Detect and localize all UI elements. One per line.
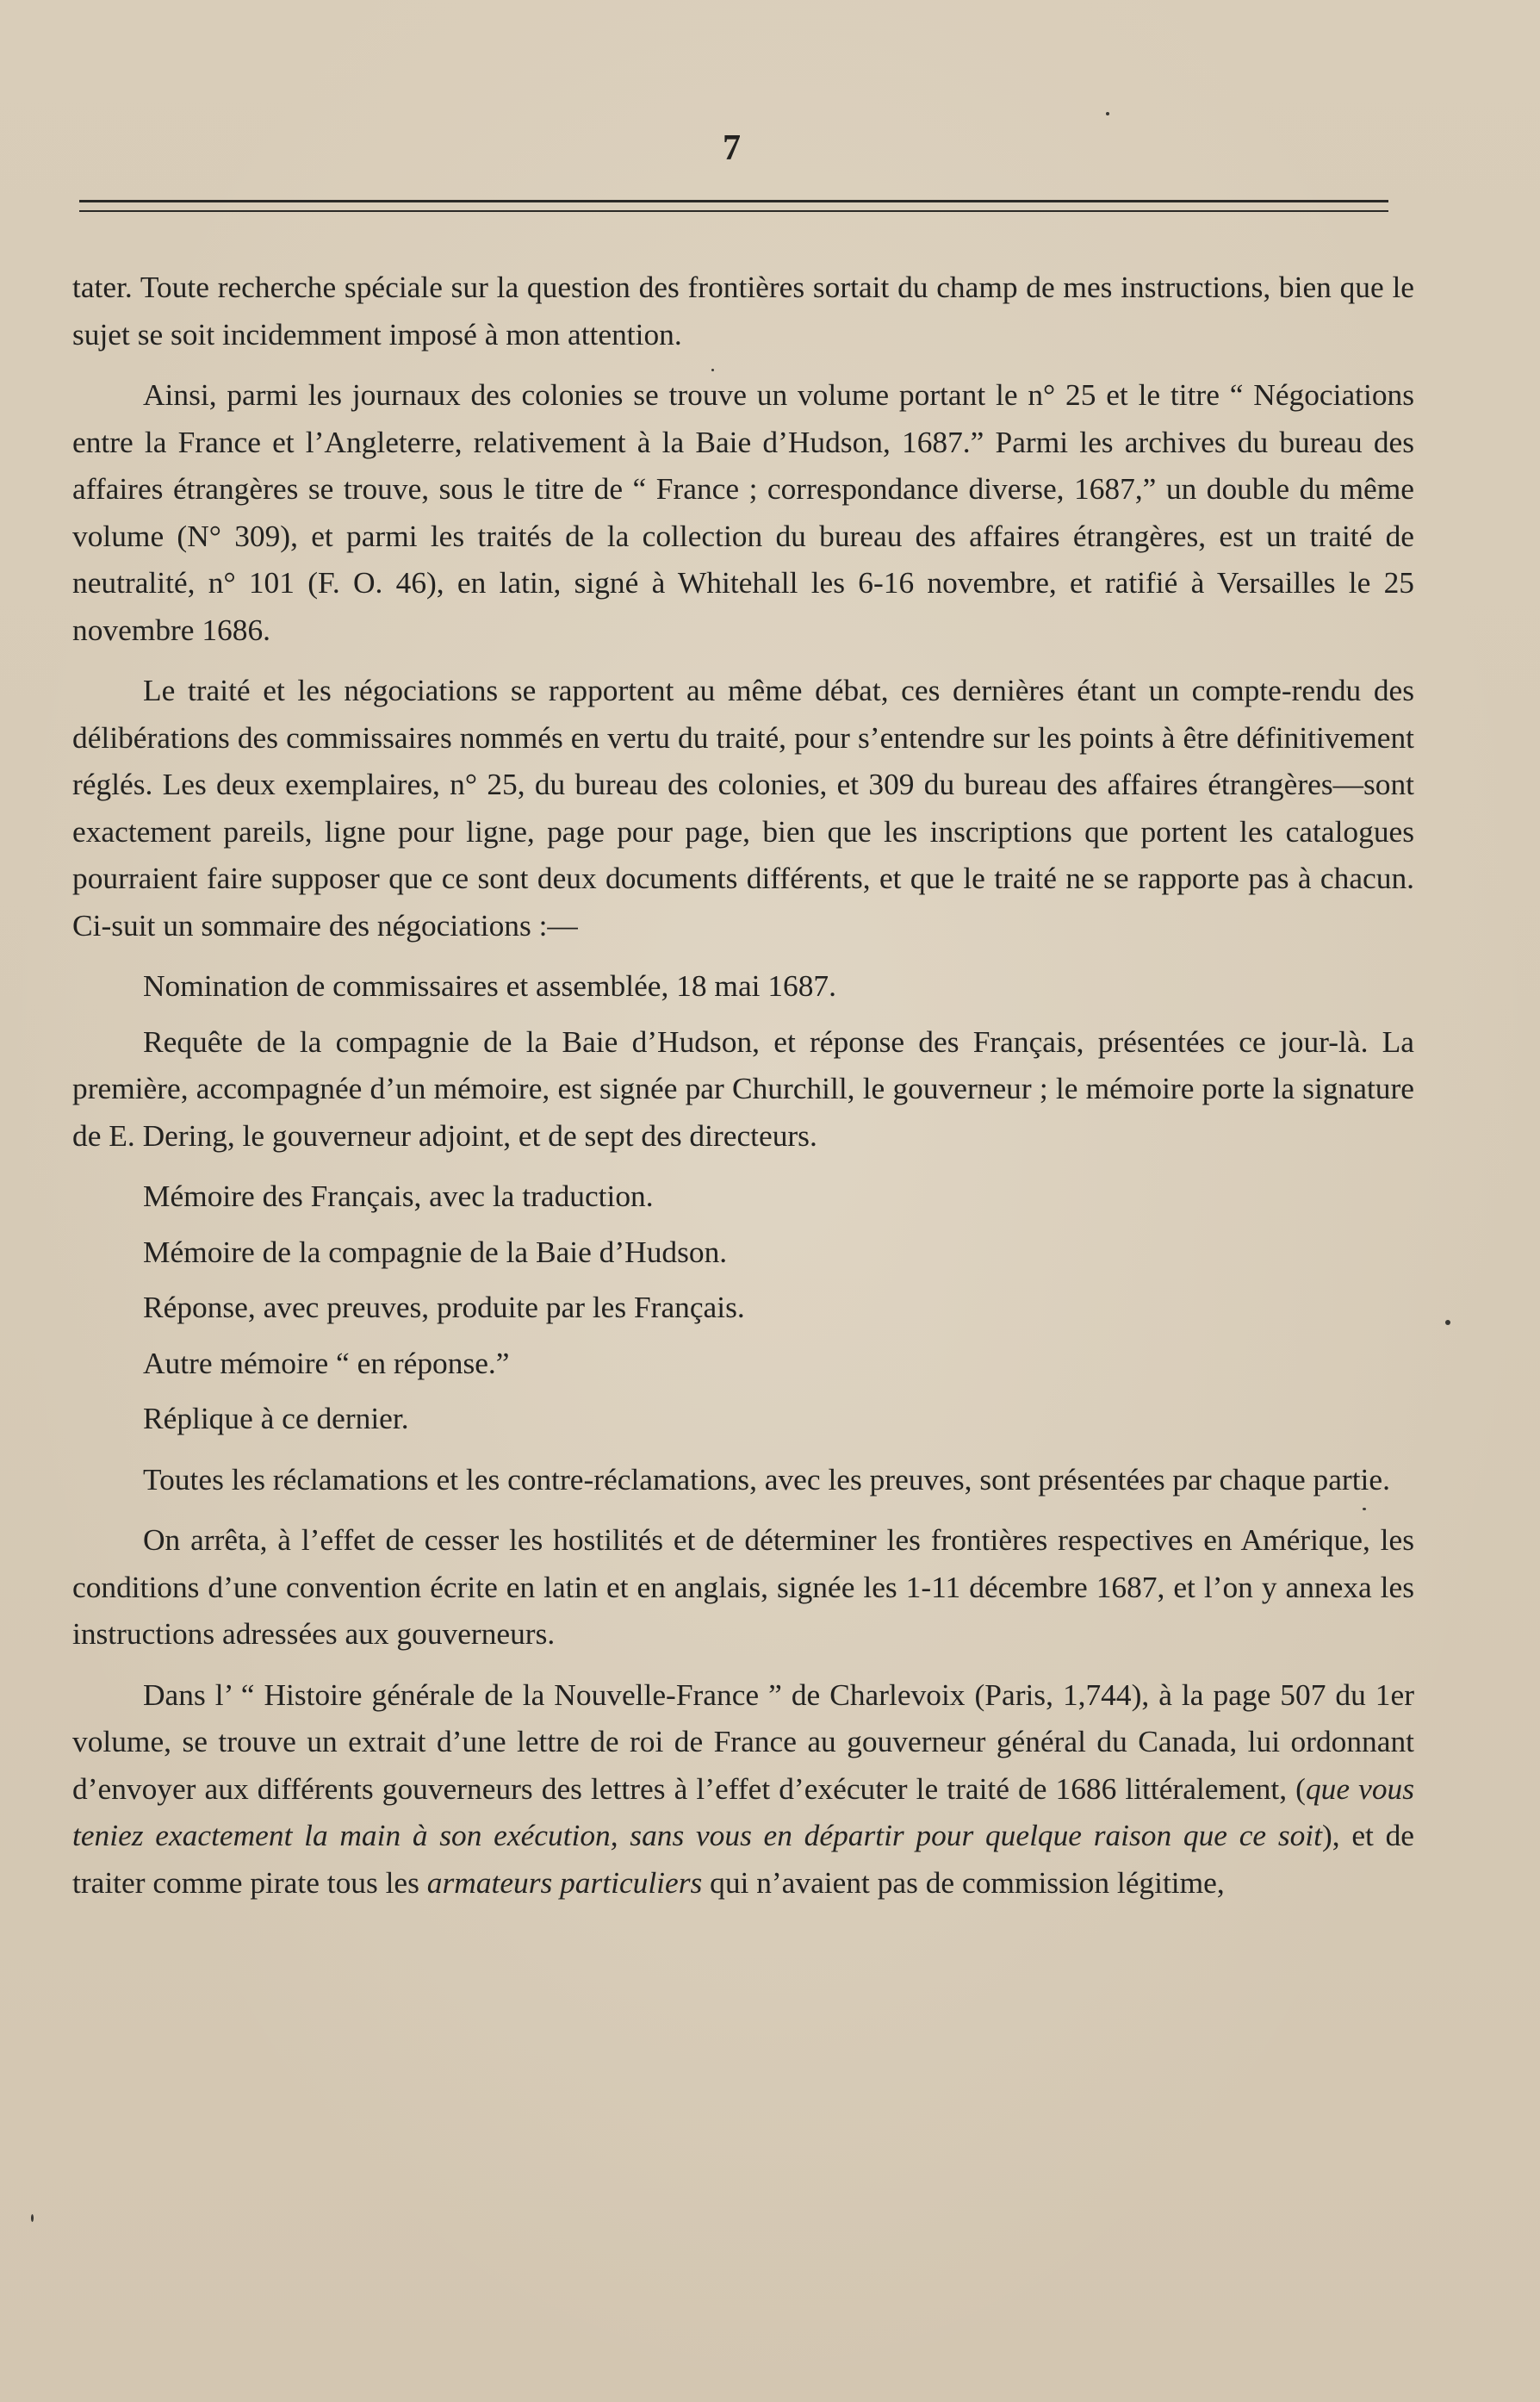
paragraph-convention: On arrêta, à l’effet de cesser les hostilités et de déterminer les frontières respectives en Amérique, les conditions d’une convention écrite en latin et en anglais, signée les 1-11 décembre 1687, et l’on y annexa les instructions adressées aux gouverneurs.	[72, 1522, 1414, 1651]
header-rule-bottom	[79, 210, 1388, 212]
list-item-memoire-francais: Mémoire des Français, avec la traduction.	[143, 1179, 654, 1213]
ink-speck	[1363, 1508, 1366, 1510]
ink-speck	[1445, 1320, 1450, 1325]
charlevoix-italic-armateurs: armateurs particuliers	[426, 1864, 703, 1900]
list-item-autre-memoire: Autre mémoire “ en réponse.”	[143, 1345, 510, 1380]
body-text	[72, 264, 1414, 1920]
charlevoix-text-middle: ), et de traiter comme pirate tous les	[72, 1818, 1414, 1900]
charlevoix-text-before: Dans l’ “ Histoire générale de la Nouvelle-France ” de Charlevoix (Paris, 1,744), à la page 507 du 1er volume, se trouve un extrait d’une lettre de roi de France au gouverneur général du Canada, lui ordonnant d’envoyer aux différents gouverneurs des lettres à l’effet d’exécuter le traité de 1686 littéralement, (	[72, 1677, 1414, 1806]
list-item-memoire-compagnie: Mémoire de la compagnie de la Baie d’Hudson.	[143, 1234, 728, 1269]
ink-speck	[1106, 112, 1109, 115]
paragraph-1: tater. Toute recherche spéciale sur la question des frontières sortait du champ de mes instructions, bien que le sujet se soit incidemment imposé à mon attention.	[72, 270, 1414, 352]
paragraph-2: Ainsi, parmi les journaux des colonies se trouve un volume portant le n° 25 et le titre “ Négociations entre la France et l’Angleterre, relativement à la Baie d’Hudson, 1687.” Parmi les archives du bureau des affaires étrangères se trouve, sous le titre de “ France ; correspondance diverse, 1687,” un double du même volume (N° 309), et parmi les traités de la collection du bureau des affaires étrangères, est un traité de neutralité, n° 101 (F. O. 46), en latin, signé à Whitehall les 6-16 novembre, et ratifié à Versailles le 25 novembre 1686.	[72, 377, 1414, 647]
page-number: 7	[723, 128, 742, 168]
charlevoix-italic-quote: que vous teniez exactement la main à son exécution, sans vous en départir pour quelque raison que ce soit	[72, 1770, 1414, 1852]
ink-speck	[31, 2214, 34, 2222]
paragraph-charlevoix	[72, 1671, 1414, 1907]
charlevoix-text-after: qui n’avaient pas de commission légitime,	[702, 1864, 1225, 1900]
paragraph-3: Le traité et les négociations se rapportent au même débat, ces dernières étant un compte-rendu des délibérations des commissaires nommés en vertu du traité, pour s’entendre sur les points à être définitivement réglés. Les deux exemplaires, n° 25, du bureau des colonies, et 309 du bureau des affaires étrangères—sont exactement pareils, ligne pour ligne, page pour page, bien que les inscriptions que portent les catalogues pourraient faire supposer que ce sont deux documents différents, et que le traité ne se rapporte pas à chacun. Ci-suit un sommaire des négociations :—	[72, 673, 1414, 943]
list-item-reponse: Réponse, avec preuves, produite par les Français.	[143, 1290, 745, 1324]
paragraph-4: Nomination de commissaires et assemblée, 18 mai 1687.	[143, 968, 836, 1003]
header-rule-top	[79, 200, 1388, 202]
paragraph-reclamations: Toutes les réclamations et les contre-réclamations, avec les preuves, sont présentées par chaque partie.	[143, 1461, 1390, 1497]
list-item-replique: Réplique à ce dernier.	[143, 1401, 409, 1435]
ink-speck	[711, 369, 714, 371]
paragraph-5: Requête de la compagnie de la Baie d’Hudson, et réponse des Français, présentées ce jour-là. La première, accompagnée d’un mémoire, est signée par Churchill, le gouverneur ; le mémoire porte la signature de E. Dering, le gouverneur adjoint, et de sept des directeurs.	[72, 1024, 1414, 1153]
